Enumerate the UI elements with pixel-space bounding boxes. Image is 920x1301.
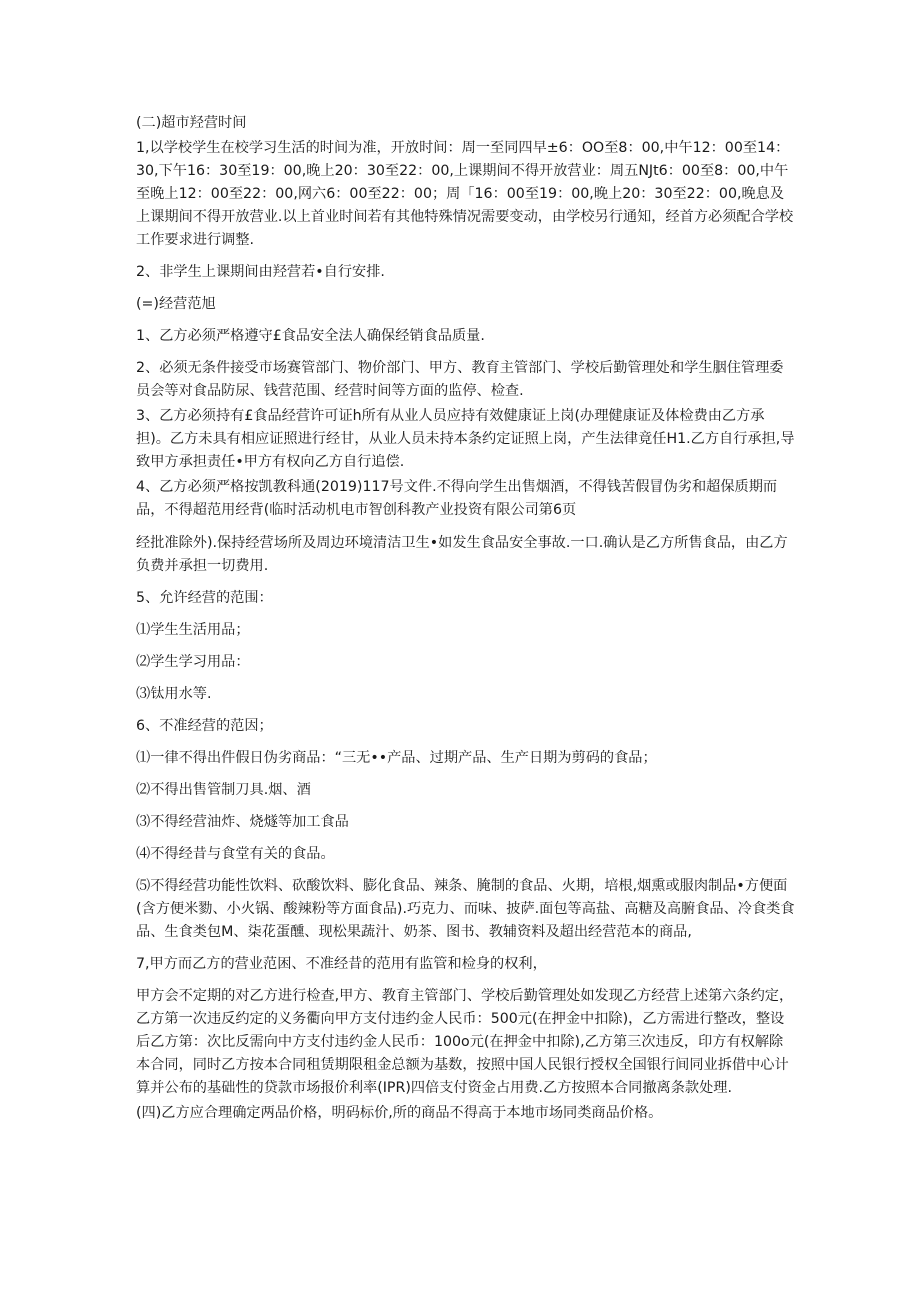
paragraph-hours-detail: 1,以学校学生在校学习生活的时间为准，开放时间：周一至同四早±6：OO至8：00,中午12：00至14：30,下午16：30至19：00,晚上20：30至22：00,上课期间不得开放营业：周五NJt6：00至8：00,中午至晚上12：00至22：00,网六6：00至22：00；周「16：00至19：00,晚上20：30至22：00,晚息及上课期间不得开放营业.以上首业时间若有其他特殊情况需要变动，由学校另行通知，经首方必须配合学校工作要求进行调整. [136,140,794,248]
paragraph-allowed-scope-heading: 5、允许经营的范围： [136,590,273,606]
list-item-forbidden-5: ⑸不得经营功能性饮料、砍酸饮料、膨化食品、辣条、腌制的食品、火期，培根,烟熏或服肉制品•方便面(含方便米勠、小火锅、酸辣粉等方面食品).巧克力、而味、披萨.面包等高盐、高糖及高腑食品、冷食类食品、生食类包M、柒花蛋醺、现松果蔬汁、奶茶、图书、教辅资料及超出经营范本的商品, [136,878,795,940]
list-item-forbidden-3: ⑶不得经营油炸、烧燧等加工食品 [136,814,349,830]
section-heading-pricing: (四)乙方应合理确定两品价格，明码标价,所的商品不得高于本地市场同类商品价格。 [136,1105,663,1121]
section-heading-hours: (二)超市羟营时间 [136,115,247,131]
paragraph-forbidden-scope-heading: 6、不准经营的范因； [136,718,273,734]
list-item-forbidden-4: ⑷不得经昔与食堂有关的食品。 [136,846,335,862]
section-heading-scope: (=)经营范旭 [136,296,216,312]
paragraph-inspection-penalty: 甲方会不定期的对乙方进行检查,甲方、教育主管部门、学校后勤管理处如发现乙方经营上述第六条约定，乙方第一次违反约定的义务衢向甲方支付违约金人民币：500元(在押金中扣除)，乙方需进行整改，整设后乙方第：次比反需向中方支付违约金人民币：100o元(在押金中扣除),乙方第三次违反，印方有权解除本合同，同时乙方按本合同租赁期限租金总额为基数，按照中国人民银行授权全国银行间同业拆借中心计算并公布的基础性的贷款市场报价利率(IPR)四倍支付资金占用费.乙方按照本合同撤离条款处理. [136,988,794,1096]
list-item-allowed-1: ⑴学生生活用品； [136,622,250,638]
list-item-forbidden-2: ⑵不得出售管制刀具.烟、酒 [136,782,311,798]
list-item-allowed-3: ⑶钛用水等. [136,686,212,702]
list-item-forbidden-1: ⑴一律不得出件假日伪劣商品：“三无••产品、过期产品、生产日期为剪码的食品； [136,750,657,766]
paragraph-non-class-hours: 2、非学生上课期间由羟营若•自行安排. [136,264,385,280]
paragraph-scope-4-continued: 经批准除外).保持经营场所及周边环境清洁卫生•如发生食品安全事故.一口.确认是乙方所售食品，由乙方负费并承担一切费用. [136,535,788,574]
paragraph-scope-4: 4、乙方必须严格按凯教科通(2019)117号文件.不得向学生出售烟酒，不得钱苦假冒伪劣和超保质期而品，不得超范用经背(临时活动机电市智创科教产业投资有限公司第6页 [136,479,778,518]
paragraph-scope-3: 3、乙方必须持有£食品经营许可证h所有从业人员应持有效健康证上岗(办理健康证及体检费由乙方承担)。乙方未具有相应证照进行经甘，从业人员未持本条约定证照上岗，产生法律竟任H1.乙方自行承担,导致甲方承担责任•甲方有权向乙方自行追偿. [136,408,795,470]
document-page [136,112,796,1125]
paragraph-supervision-right: 7,甲方而乙方的营业范困、不准经昔的范用有监管和检身的权利， [136,956,547,972]
paragraph-scope-1: 1、乙方必须严格遵守£食品安全法人确保经销食品质量. [136,328,485,344]
list-item-allowed-2: ⑵学生学习用品： [136,654,250,670]
paragraph-scope-2: 2、必须无条件接受市场赛管部门、物价部门、甲方、教育主管部门、学校后勤管理处和学生胭住管理委员会等对食品防尿、钱营范围、经营时间等方面的监停、检查. [136,360,784,399]
